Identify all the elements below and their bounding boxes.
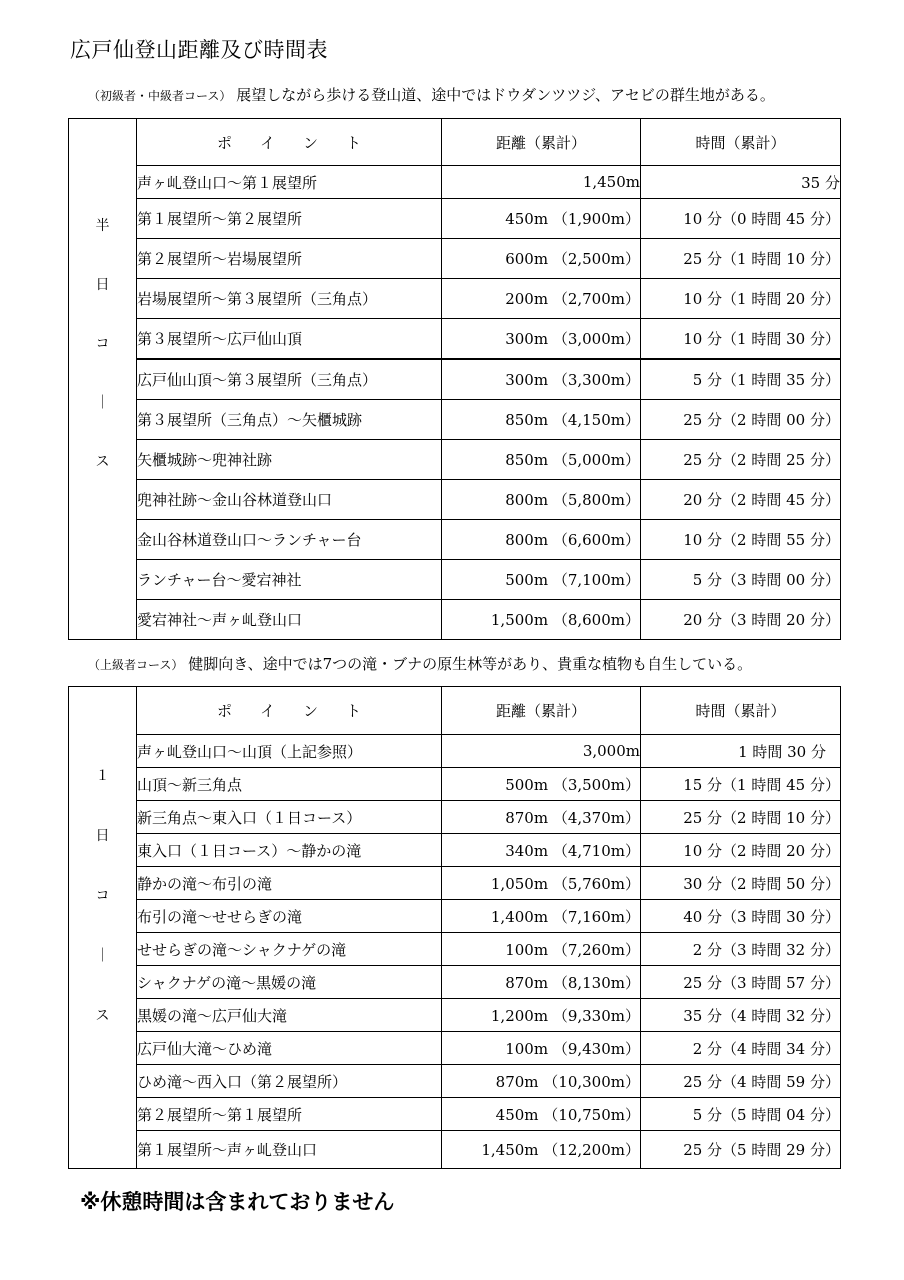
point-cell: 声ヶ乢登山口～第１展望所 <box>137 166 442 199</box>
distance-cell: 1,400m （7,160m） <box>442 900 641 933</box>
header-distance: 距離（累計） <box>442 687 641 735</box>
time-cell: 25 分（2 時間 00 分） <box>641 400 841 440</box>
distance-cell: 450m （1,900m） <box>442 199 641 239</box>
point-cell: 兜神社跡～金山谷林道登山口 <box>137 480 442 520</box>
side-label-char: ス <box>95 454 110 470</box>
distance-cell: 1,050m （5,760m） <box>442 867 641 900</box>
point-cell: シャクナゲの滝～黒媛の滝 <box>137 966 442 999</box>
side-label-char: ｜ <box>95 948 110 964</box>
page-title: 広戸仙登山距離及び時間表 <box>70 38 328 62</box>
distance-cell: 100m （7,260m） <box>442 933 641 966</box>
course2-description: 健脚向き、途中では7つの滝・ブナの原生林等があり、貴重な植物も自生している。 <box>188 655 753 673</box>
point-cell: 静かの滝～布引の滝 <box>137 867 442 900</box>
point-cell: ひめ滝～西入口（第２展望所） <box>137 1065 442 1098</box>
distance-cell: 100m （9,430m） <box>442 1032 641 1065</box>
table-row <box>69 239 841 279</box>
point-cell: 第３展望所～広戸仙山頂 <box>137 319 442 359</box>
time-cell: 5 分（3 時間 00 分） <box>641 560 841 600</box>
distance-cell: 870m （8,130m） <box>442 966 641 999</box>
time-cell: 10 分（1 時間 30 分） <box>641 319 841 359</box>
header-time: 時間（累計） <box>641 119 841 166</box>
time-cell: 10 分（0 時間 45 分） <box>641 199 841 239</box>
table-row <box>69 520 841 560</box>
point-cell: 矢櫃城跡～兜神社跡 <box>137 440 442 480</box>
distance-cell: 300m （3,000m） <box>442 319 641 359</box>
distance-cell: 500m （3,500m） <box>442 768 641 801</box>
time-cell: 10 分（2 時間 20 分） <box>641 834 841 867</box>
side-label-char: ス <box>95 1008 110 1024</box>
distance-cell: 850m （5,000m） <box>442 440 641 480</box>
distance-cell: 1,200m （9,330m） <box>442 999 641 1032</box>
course-side-label-text <box>69 119 136 469</box>
table-row <box>69 1032 841 1065</box>
table-row <box>69 480 841 520</box>
point-cell: 新三角点～東入口（１日コース） <box>137 801 442 834</box>
distance-cell: 800m （5,800m） <box>442 480 641 520</box>
course2-description-line <box>88 653 752 674</box>
time-cell: 40 分（3 時間 30 分） <box>641 900 841 933</box>
side-label-char: ｜ <box>95 395 110 411</box>
header-time: 時間（累計） <box>641 687 841 735</box>
side-label-char: １ <box>95 768 110 784</box>
distance-cell: 870m （10,300m） <box>442 1065 641 1098</box>
time-cell: 25 分（5 時間 29 分） <box>641 1131 841 1169</box>
time-cell: 15 分（1 時間 45 分） <box>641 768 841 801</box>
table-row <box>69 867 841 900</box>
table-row <box>69 768 841 801</box>
table-row <box>69 1098 841 1131</box>
table-row <box>69 735 841 768</box>
table-row <box>69 966 841 999</box>
point-cell: 第２展望所～第１展望所 <box>137 1098 442 1131</box>
table-row <box>69 279 841 319</box>
time-cell: 30 分（2 時間 50 分） <box>641 867 841 900</box>
course1-table <box>68 118 841 640</box>
table-row <box>69 359 841 400</box>
table-row <box>69 199 841 239</box>
header-row <box>69 687 841 735</box>
point-cell: 東入口（１日コース）～静かの滝 <box>137 834 442 867</box>
side-label-char: コ <box>95 888 110 904</box>
distance-cell: 450m （10,750m） <box>442 1098 641 1131</box>
time-cell: 1 時間 30 分 <box>641 735 841 768</box>
distance-cell: 200m （2,700m） <box>442 279 641 319</box>
point-cell: 第２展望所～岩場展望所 <box>137 239 442 279</box>
distance-cell: 1,450m （12,200m） <box>442 1131 641 1169</box>
point-cell: 広戸仙山頂～第３展望所（三角点） <box>137 359 442 400</box>
table-row <box>69 440 841 480</box>
table-row <box>69 166 841 199</box>
time-cell: 25 分（3 時間 57 分） <box>641 966 841 999</box>
table-row <box>69 834 841 867</box>
point-cell: 広戸仙大滝～ひめ滝 <box>137 1032 442 1065</box>
header-row <box>69 119 841 166</box>
time-cell: 2 分（3 時間 32 分） <box>641 933 841 966</box>
point-cell: 黒媛の滝～広戸仙大滝 <box>137 999 442 1032</box>
course1-level: （初級者・中級者コース） <box>88 89 232 103</box>
time-cell: 25 分（2 時間 25 分） <box>641 440 841 480</box>
time-cell: 10 分（2 時間 55 分） <box>641 520 841 560</box>
time-cell: 25 分（2 時間 10 分） <box>641 801 841 834</box>
course1-description: 展望しながら歩ける登山道、途中ではドウダンツツジ、アセビの群生地がある。 <box>236 86 775 104</box>
point-cell: ランチャー台～愛宕神社 <box>137 560 442 600</box>
course-side-label-text <box>69 687 136 1023</box>
time-cell: 20 分（3 時間 20 分） <box>641 600 841 640</box>
point-cell: 声ヶ乢登山口～山頂（上記参照） <box>137 735 442 768</box>
course1-description-line <box>88 84 775 105</box>
time-cell: 20 分（2 時間 45 分） <box>641 480 841 520</box>
course-side-label <box>69 687 137 1169</box>
time-cell: 5 分（1 時間 35 分） <box>641 359 841 400</box>
distance-cell: 1,500m （8,600m） <box>442 600 641 640</box>
table-row <box>69 933 841 966</box>
table-row <box>69 400 841 440</box>
time-cell: 2 分（4 時間 34 分） <box>641 1032 841 1065</box>
course2-table <box>68 686 841 1169</box>
course2-level: （上級者コース） <box>88 658 184 672</box>
table-row <box>69 1065 841 1098</box>
table-row <box>69 560 841 600</box>
point-cell: 山頂～新三角点 <box>137 768 442 801</box>
point-cell: せせらぎの滝～シャクナゲの滝 <box>137 933 442 966</box>
time-cell: 10 分（1 時間 20 分） <box>641 279 841 319</box>
table-row <box>69 900 841 933</box>
side-label-char: 日 <box>95 828 110 844</box>
point-cell: 第１展望所～第２展望所 <box>137 199 442 239</box>
point-cell: 布引の滝～せせらぎの滝 <box>137 900 442 933</box>
distance-cell: 600m （2,500m） <box>442 239 641 279</box>
table-row <box>69 600 841 640</box>
table-row <box>69 319 841 359</box>
time-cell: 25 分（4 時間 59 分） <box>641 1065 841 1098</box>
distance-cell: 850m （4,150m） <box>442 400 641 440</box>
side-label-char: 半 <box>95 218 110 234</box>
time-cell: 35 分 <box>641 166 841 199</box>
point-cell: 金山谷林道登山口～ランチャー台 <box>137 520 442 560</box>
distance-cell: 800m （6,600m） <box>442 520 641 560</box>
table-row <box>69 801 841 834</box>
time-cell: 5 分（5 時間 04 分） <box>641 1098 841 1131</box>
rest-time-note: ※休憩時間は含まれておりません <box>80 1190 395 1214</box>
table-row <box>69 1131 841 1169</box>
distance-cell: 300m （3,300m） <box>442 359 641 400</box>
table-row <box>69 999 841 1032</box>
distance-cell: 3,000m <box>442 735 641 768</box>
distance-cell: 870m （4,370m） <box>442 801 641 834</box>
point-cell: 岩場展望所～第３展望所（三角点） <box>137 279 442 319</box>
distance-cell: 1,450m <box>442 166 641 199</box>
time-cell: 35 分（4 時間 32 分） <box>641 999 841 1032</box>
point-cell: 第１展望所～声ヶ乢登山口 <box>137 1131 442 1169</box>
distance-cell: 500m （7,100m） <box>442 560 641 600</box>
course-side-label <box>69 119 137 640</box>
header-point: ポイント <box>137 119 442 166</box>
point-cell: 愛宕神社～声ヶ乢登山口 <box>137 600 442 640</box>
point-cell: 第３展望所（三角点）～矢櫃城跡 <box>137 400 442 440</box>
distance-cell: 340m （4,710m） <box>442 834 641 867</box>
time-cell: 25 分（1 時間 10 分） <box>641 239 841 279</box>
side-label-char: 日 <box>95 277 110 293</box>
header-distance: 距離（累計） <box>442 119 641 166</box>
header-point: ポイント <box>137 687 442 735</box>
side-label-char: コ <box>95 336 110 352</box>
